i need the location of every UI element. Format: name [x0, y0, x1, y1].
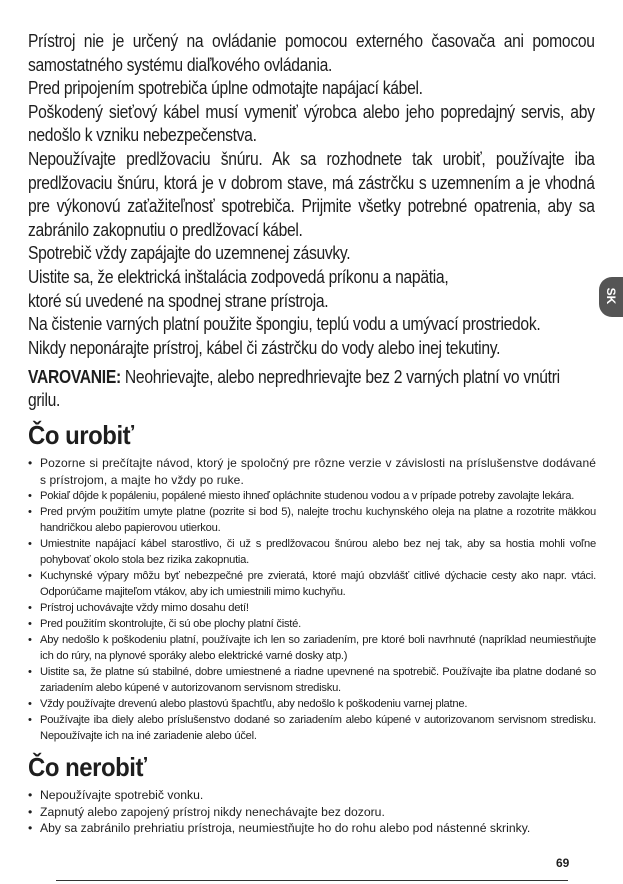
list-item: • Pozorne si prečítajte návod, ktorý je spoločný pre rôzne verzie v závislosti na príslušenstve dodávané s prístrojom, a majte ho vždy po ruke. — [28, 455, 596, 488]
intro-paragraph: ktoré sú uvedené na spodnej strane prístroja. — [28, 290, 329, 311]
intro-paragraph: Uistite sa, že elektrická inštalácia zodpovedá príkonu a napätia, — [28, 266, 449, 287]
intro-paragraph: Poškodený sieťový kábel musí vymeniť výrobca alebo jeho popredajný servis, aby nedošlo k vzniku nebezpečenstva. — [28, 101, 595, 146]
list-item: • Aby nedošlo k poškodeniu platní, používajte ich len so zariadením, pre ktoré boli navrhnuté (napríklad neumiestňujte ich do rúry, na plynové sporáky alebo elektrické varné dosky atp.) — [28, 632, 596, 664]
warning-note — [28, 366, 595, 412]
list-item: • Aby sa zabránilo prehriatiu prístroja, neumiestňujte ho do rohu alebo pod nástenné skrinky. — [28, 820, 596, 837]
intro-paragraph: Nepoužívajte predlžovaciu šnúru. Ak sa rozhodnete tak urobiť, používajte iba predlžovaciu šnúru, ktorá je v dobrom stave, má zástrčku s uzemnením a je vhodná pre výkonovú zaťažiteľnosť spotrebiča. Prijmite všetky potrebné opatrenia, aby sa zabránilo zakopnutiu o predlžovací kábel. — [28, 148, 595, 240]
page-number: 69 — [556, 856, 570, 870]
intro-paragraph: Prístroj nie je určený na ovládanie pomocou externého časovača ani pomocou samostatného systému diaľkového ovládania. — [28, 31, 595, 75]
list-item: • Prístroj uchovávajte vždy mimo dosahu detí! — [28, 600, 596, 616]
do-list — [28, 455, 596, 744]
list-item: • Pred použitím skontrolujte, či sú obe plochy platní čisté. — [28, 616, 596, 632]
list-item: • Pred prvým použitím umyte platne (pozrite si bod 5), nalejte trochu kuchynského oleja na platne a rozotrite mäkkou handričkou alebo papierovou utierkou. — [28, 504, 596, 536]
dont-list — [28, 787, 596, 837]
warning-label: VAROVANIE: — [28, 367, 121, 388]
list-item: • Umiestnite napájací kábel starostlivo, či už s predlžovacou šnúrou alebo bez nej tak, aby sa hostia mohli voľne pohybovať okolo stola bez rizika zakopnutia. — [28, 536, 596, 568]
intro-paragraph: Na čistenie varných platní použite špongiu, teplú vodu a umývací prostriedok. — [28, 314, 541, 335]
intro-paragraph: Nikdy neponárajte prístroj, kábel či zástrčku do vody alebo inej tekutiny. — [28, 337, 501, 358]
list-item: • Vždy používajte drevenú alebo plastovú špachtľu, aby nedošlo k poškodeniu varnej platne. — [28, 696, 596, 712]
list-item: • Používajte iba diely alebo príslušenstvo dodané so zariadením alebo kúpené v autorizovanom servisnom stredisku. Nepoužívajte ich na iné zariadenie alebo účel. — [28, 712, 596, 744]
manual-page — [28, 30, 596, 837]
warning-text: Neohrievajte, alebo nepredhrievajte bez 2 varných platní vo vnútri grilu. — [28, 367, 560, 411]
list-item: • Nepoužívajte spotrebič vonku. — [28, 787, 596, 804]
footer-divider — [56, 880, 568, 881]
intro-paragraph: Spotrebič vždy zapájajte do uzemnenej zásuvky. — [28, 243, 351, 264]
safety-instructions — [28, 30, 596, 360]
do-section-title: Čo urobiť — [28, 420, 134, 451]
language-code: SK — [604, 287, 618, 305]
dont-section-title: Čo nerobiť — [28, 752, 147, 783]
list-item: • Zapnutý alebo zapojený prístroj nikdy nenechávajte bez dozoru. — [28, 804, 596, 821]
language-tab — [599, 277, 623, 317]
list-item: • Uistite sa, že platne sú stabilné, dobre umiestnené a riadne upevnené na spotrebič. Používajte iba platne dodané so zariadením alebo kúpené v autorizovanom servisnom stredisku. — [28, 664, 596, 696]
intro-paragraph: Pred pripojením spotrebiča úplne odmotajte napájací kábel. — [28, 78, 423, 99]
list-item: • Kuchynské výpary môžu byť nebezpečné pre zvieratá, ktoré majú obzvlášť citlivé dýchacie cesty ako napr. vtáci. Odporúčame majiteľom vtákov, aby ich umiestnili mimo kuchyňu. — [28, 568, 596, 600]
list-item: • Pokiaľ dôjde k popáleniu, popálené miesto ihneď opláchnite studenou vodou a v prípade potreby zavolajte lekára. — [28, 488, 596, 504]
